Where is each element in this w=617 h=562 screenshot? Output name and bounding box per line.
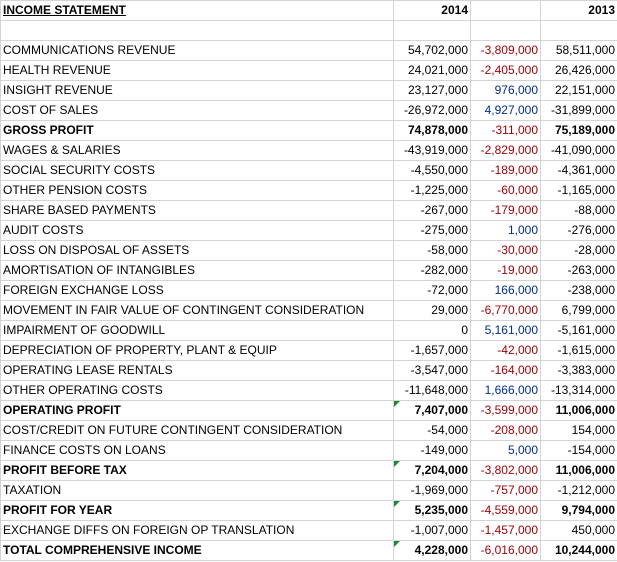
value-2013-cell[interactable]: 154,000 — [541, 421, 617, 441]
table-row — [1, 481, 617, 501]
change-cell[interactable]: -1,457,000 — [471, 521, 541, 541]
change-cell[interactable]: -60,000 — [471, 181, 541, 201]
blank-row — [1, 21, 617, 41]
value-2014-text: -1,657,000 — [410, 343, 468, 357]
table-row — [1, 401, 617, 421]
value-2014-text: 7,407,000 — [414, 403, 468, 417]
change-cell[interactable]: 1,000 — [471, 221, 541, 241]
table-row — [1, 101, 617, 121]
change-cell[interactable]: -4,559,000 — [471, 501, 541, 521]
row-label-cell[interactable]: TAXATION — [1, 481, 394, 501]
row-label-cell[interactable]: OTHER OPERATING COSTS — [1, 381, 394, 401]
change-cell[interactable]: -19,000 — [471, 261, 541, 281]
value-2014-text: -267,000 — [420, 203, 468, 217]
value-2013-cell[interactable]: -4,361,000 — [541, 161, 617, 181]
table-row — [1, 341, 617, 361]
cell-warning-flag-icon — [394, 461, 400, 467]
table-row — [1, 321, 617, 341]
table-row — [1, 201, 617, 221]
value-2014-cell[interactable] — [394, 501, 471, 521]
value-2014-text: -3,547,000 — [410, 363, 468, 377]
row-label-cell[interactable]: AMORTISATION OF INTANGIBLES — [1, 261, 394, 281]
row-label-cell[interactable]: FINANCE COSTS ON LOANS — [1, 441, 394, 461]
row-label-cell[interactable]: EXCHANGE DIFFS ON FOREIGN OP TRANSLATION — [1, 521, 394, 541]
value-2013-cell[interactable]: 10,244,000 — [541, 541, 617, 561]
change-cell[interactable]: -6,016,000 — [471, 541, 541, 561]
value-2013-cell[interactable]: -1,212,000 — [541, 481, 617, 501]
row-label-cell[interactable]: PROFIT BEFORE TAX — [1, 461, 394, 481]
row-label-cell[interactable]: WAGES & SALARIES — [1, 141, 394, 161]
value-2014-text: -58,000 — [427, 243, 468, 257]
value-2014-text: 54,702,000 — [407, 43, 468, 57]
column-header-change[interactable] — [471, 1, 541, 21]
value-2014-text: 74,878,000 — [407, 123, 468, 137]
change-cell[interactable]: -2,405,000 — [471, 61, 541, 81]
value-2013-cell[interactable]: 22,151,000 — [541, 81, 617, 101]
row-label-cell[interactable]: PROFIT FOR YEAR — [1, 501, 394, 521]
change-cell[interactable]: -3,809,000 — [471, 41, 541, 61]
change-cell[interactable]: -3,599,000 — [471, 401, 541, 421]
value-2013-cell[interactable]: -154,000 — [541, 441, 617, 461]
value-2013-cell[interactable]: 6,799,000 — [541, 301, 617, 321]
row-label-cell[interactable]: AUDIT COSTS — [1, 221, 394, 241]
row-label-cell[interactable]: SHARE BASED PAYMENTS — [1, 201, 394, 221]
change-cell[interactable]: 976,000 — [471, 81, 541, 101]
value-2014-cell[interactable] — [394, 241, 471, 261]
change-cell[interactable]: -6,770,000 — [471, 301, 541, 321]
row-label-cell[interactable]: OTHER PENSION COSTS — [1, 181, 394, 201]
value-2014-cell[interactable] — [394, 261, 471, 281]
column-header-2014[interactable]: 2014 — [394, 1, 471, 21]
change-cell[interactable]: -3,802,000 — [471, 461, 541, 481]
value-2014-text: 7,204,000 — [414, 463, 468, 477]
value-2013-cell[interactable]: 26,426,000 — [541, 61, 617, 81]
row-label-cell[interactable]: INSIGHT REVENUE — [1, 81, 394, 101]
row-label-cell[interactable]: SOCIAL SECURITY COSTS — [1, 161, 394, 181]
row-label-cell[interactable]: OPERATING LEASE RENTALS — [1, 361, 394, 381]
value-2014-text: -54,000 — [427, 423, 468, 437]
value-2014-text: -11,648,000 — [404, 383, 468, 397]
row-label-cell[interactable]: COST OF SALES — [1, 101, 394, 121]
table-row — [1, 281, 617, 301]
value-2014-cell[interactable] — [394, 421, 471, 441]
value-2013-cell[interactable]: 58,511,000 — [541, 41, 617, 61]
column-header-2013[interactable]: 2013 — [541, 1, 617, 21]
value-2014-text: -72,000 — [427, 283, 468, 297]
table-row — [1, 421, 617, 441]
value-2014-text: 0 — [461, 323, 468, 337]
row-label-cell[interactable]: TOTAL COMPREHENSIVE INCOME — [1, 541, 394, 561]
value-2013-cell[interactable]: -263,000 — [541, 261, 617, 281]
change-cell[interactable]: 5,161,000 — [471, 321, 541, 341]
value-2013-cell[interactable]: -238,000 — [541, 281, 617, 301]
table-row — [1, 501, 617, 521]
value-2014-cell[interactable] — [394, 301, 471, 321]
value-2014-cell[interactable] — [394, 361, 471, 381]
table-row — [1, 301, 617, 321]
value-2014-cell[interactable] — [394, 81, 471, 101]
value-2014-text: -149,000 — [420, 443, 468, 457]
value-2014-text: -1,225,000 — [410, 183, 468, 197]
table-row — [1, 81, 617, 101]
table-row — [1, 221, 617, 241]
empty-cell[interactable] — [394, 21, 471, 41]
value-2014-text: -1,007,000 — [410, 523, 468, 537]
table-row — [1, 41, 617, 61]
row-label-cell[interactable]: LOSS ON DISPOSAL OF ASSETS — [1, 241, 394, 261]
value-2013-cell[interactable]: 75,189,000 — [541, 121, 617, 141]
value-2014-cell[interactable] — [394, 281, 471, 301]
value-2014-text: 4,228,000 — [414, 543, 468, 557]
table-row — [1, 441, 617, 461]
value-2014-text: 5,235,000 — [414, 503, 468, 517]
value-2013-cell[interactable]: -88,000 — [541, 201, 617, 221]
value-2014-cell[interactable] — [394, 161, 471, 181]
change-cell[interactable]: -757,000 — [471, 481, 541, 501]
value-2014-cell[interactable] — [394, 441, 471, 461]
value-2014-cell[interactable] — [394, 341, 471, 361]
header-row — [1, 1, 617, 21]
change-cell[interactable]: -208,000 — [471, 421, 541, 441]
change-cell[interactable]: 5,000 — [471, 441, 541, 461]
row-label-cell[interactable]: OPERATING PROFIT — [1, 401, 394, 421]
value-2014-cell[interactable] — [394, 121, 471, 141]
change-cell[interactable]: 166,000 — [471, 281, 541, 301]
value-2014-cell[interactable] — [394, 321, 471, 341]
change-cell[interactable]: 1,666,000 — [471, 381, 541, 401]
value-2013-cell[interactable]: -5,161,000 — [541, 321, 617, 341]
value-2014-cell[interactable] — [394, 541, 471, 561]
value-2013-cell[interactable]: -41,090,000 — [541, 141, 617, 161]
change-cell[interactable]: -164,000 — [471, 361, 541, 381]
value-2014-text: -43,919,000 — [403, 143, 468, 157]
table-row — [1, 121, 617, 141]
change-cell[interactable]: -311,000 — [471, 121, 541, 141]
cell-warning-flag-icon — [394, 501, 400, 507]
value-2014-cell[interactable] — [394, 521, 471, 541]
cell-warning-flag-icon — [394, 541, 400, 547]
value-2013-cell[interactable]: -1,165,000 — [541, 181, 617, 201]
value-2014-cell[interactable] — [394, 101, 471, 121]
empty-cell[interactable] — [1, 21, 394, 41]
value-2014-cell[interactable] — [394, 221, 471, 241]
table-row — [1, 541, 617, 561]
row-label-cell[interactable]: MOVEMENT IN FAIR VALUE OF CONTINGENT CONSIDERATION — [1, 301, 394, 321]
row-label-cell[interactable]: GROSS PROFIT — [1, 121, 394, 141]
value-2014-text: -282,000 — [420, 263, 468, 277]
value-2014-text: 23,127,000 — [407, 83, 468, 97]
row-label-cell[interactable]: COMMUNICATIONS REVENUE — [1, 41, 394, 61]
value-2013-cell[interactable]: 11,006,000 — [541, 401, 617, 421]
value-2014-cell[interactable] — [394, 61, 471, 81]
table-row — [1, 141, 617, 161]
row-label-cell[interactable]: DEPRECIATION OF PROPERTY, PLANT & EQUIP — [1, 341, 394, 361]
value-2013-cell[interactable]: -3,383,000 — [541, 361, 617, 381]
change-cell[interactable]: 4,927,000 — [471, 101, 541, 121]
row-label-cell[interactable]: FOREIGN EXCHANGE LOSS — [1, 281, 394, 301]
row-label-cell[interactable]: COST/CREDIT ON FUTURE CONTINGENT CONSIDERATION — [1, 421, 394, 441]
table-row — [1, 261, 617, 281]
value-2014-cell[interactable] — [394, 201, 471, 221]
row-label-cell[interactable]: IMPAIRMENT OF GOODWILL — [1, 321, 394, 341]
table-row — [1, 181, 617, 201]
change-cell[interactable]: -189,000 — [471, 161, 541, 181]
value-2014-cell[interactable] — [394, 381, 471, 401]
table-row — [1, 521, 617, 541]
table-row — [1, 361, 617, 381]
value-2013-cell[interactable]: -13,314,000 — [541, 381, 617, 401]
change-cell[interactable]: -42,000 — [471, 341, 541, 361]
value-2014-cell[interactable] — [394, 41, 471, 61]
value-2014-cell[interactable] — [394, 181, 471, 201]
value-2014-cell[interactable] — [394, 461, 471, 481]
value-2014-text: 24,021,000 — [407, 63, 468, 77]
change-cell[interactable]: -179,000 — [471, 201, 541, 221]
table-row — [1, 461, 617, 481]
sheet-title[interactable]: INCOME STATEMENT — [1, 1, 394, 21]
empty-cell[interactable] — [471, 21, 541, 41]
value-2013-cell[interactable]: 450,000 — [541, 521, 617, 541]
value-2013-cell[interactable]: -276,000 — [541, 221, 617, 241]
change-cell[interactable]: -30,000 — [471, 241, 541, 261]
table-row — [1, 161, 617, 181]
empty-cell[interactable] — [541, 21, 617, 41]
value-2014-cell[interactable] — [394, 401, 471, 421]
value-2013-cell[interactable]: -28,000 — [541, 241, 617, 261]
change-cell[interactable]: -2,829,000 — [471, 141, 541, 161]
table-row — [1, 61, 617, 81]
value-2014-text: -26,972,000 — [403, 103, 468, 117]
table-row — [1, 241, 617, 261]
value-2013-cell[interactable]: -1,615,000 — [541, 341, 617, 361]
cell-warning-flag-icon — [394, 401, 400, 407]
value-2014-text: -4,550,000 — [410, 163, 468, 177]
value-2014-cell[interactable] — [394, 481, 471, 501]
value-2014-text: -275,000 — [420, 223, 468, 237]
value-2013-cell[interactable]: 11,006,000 — [541, 461, 617, 481]
value-2013-cell[interactable]: 9,794,000 — [541, 501, 617, 521]
table-row — [1, 381, 617, 401]
value-2014-text: -1,969,000 — [410, 483, 468, 497]
value-2013-cell[interactable]: -31,899,000 — [541, 101, 617, 121]
value-2014-text: 29,000 — [431, 303, 468, 317]
value-2014-cell[interactable] — [394, 141, 471, 161]
row-label-cell[interactable]: HEALTH REVENUE — [1, 61, 394, 81]
